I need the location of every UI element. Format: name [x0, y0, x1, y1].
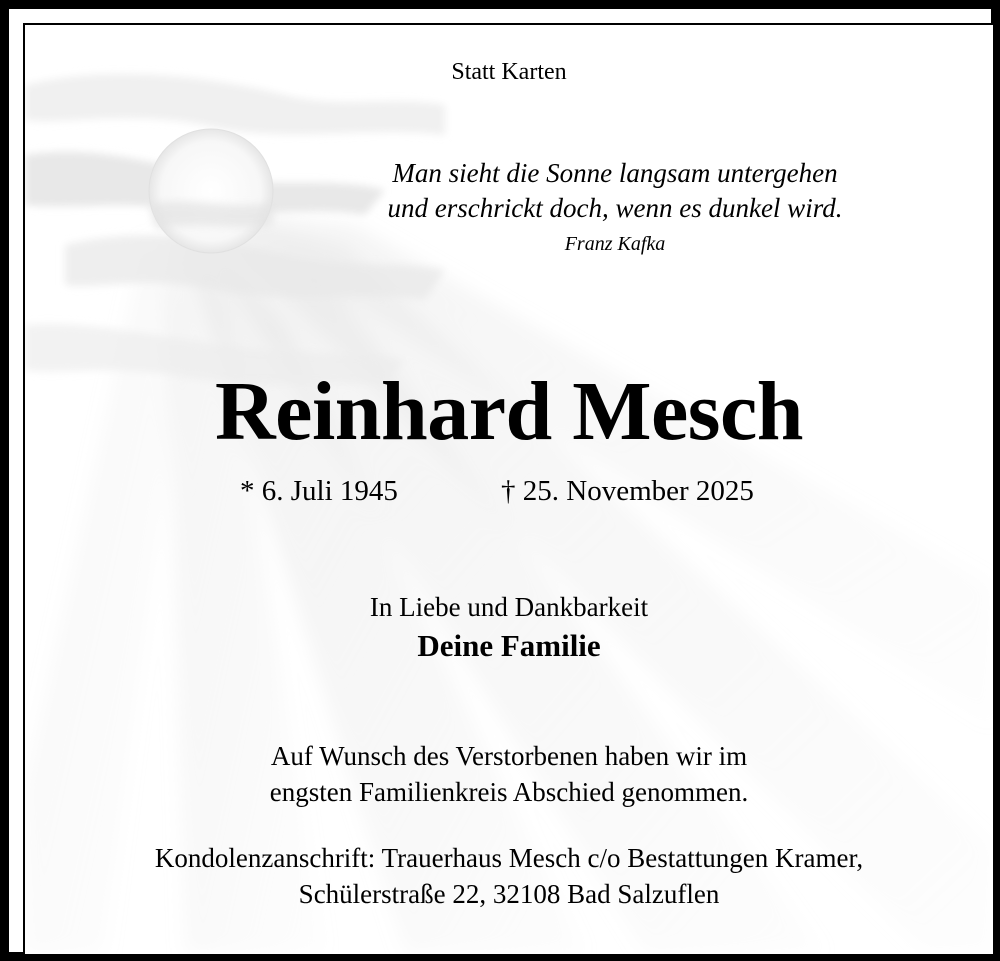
death-date: † 25. November 2025 — [501, 475, 754, 507]
life-dates — [25, 475, 993, 515]
quote-line-2: und erschrickt doch, wenn es dunkel wird. — [387, 193, 843, 223]
quote-line-1: Man sieht die Sonne langsam untergehen — [392, 158, 838, 188]
notice-inner-border — [23, 23, 995, 956]
notice-heading: Statt Karten — [451, 59, 567, 85]
condolence-address-line-1: Kondolenzanschrift: Trauerhaus Mesch c/o Bestattungen Kramer, — [154, 843, 864, 873]
closing-line: In Liebe und Dankbarkeit — [369, 592, 649, 622]
farewell-note-line-2: engsten Familienkreis Abschied genommen. — [269, 777, 749, 807]
condolence-address-line-2: Schülerstraße 22, 32108 Bad Salzuflen — [298, 879, 720, 909]
farewell-note-line-1: Auf Wunsch des Verstorbenen haben wir im — [270, 741, 748, 771]
quote-author: Franz Kafka — [564, 233, 666, 255]
family-signature: Deine Familie — [417, 628, 601, 663]
sun-shape — [149, 129, 273, 253]
birth-date: * 6. Juli 1945 — [240, 475, 398, 507]
deceased-name: Reinhard Mesch — [215, 365, 803, 458]
